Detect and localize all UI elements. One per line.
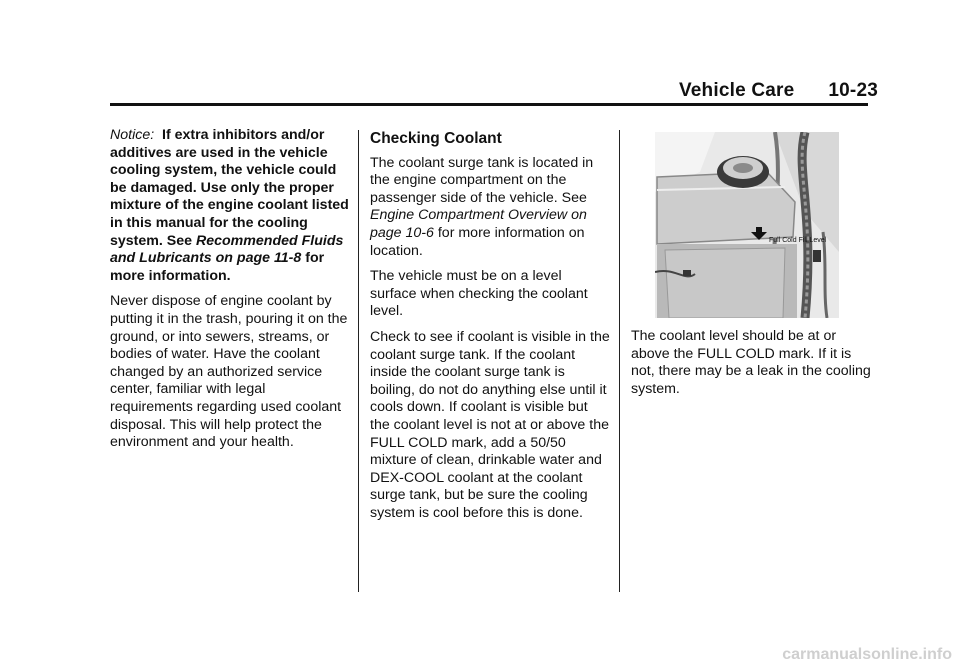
location-text: The coolant surge tank is located in the engine compartment on the passenger side of the vehicle. See xyxy=(370,154,594,206)
location-paragraph xyxy=(370,155,610,261)
full-cold-label: Full Cold Fill Level xyxy=(769,237,827,244)
header-rule xyxy=(110,103,868,106)
section-title: Vehicle Care xyxy=(678,80,795,101)
level-surface-paragraph: The vehicle must be on a level surface when checking the coolant level. xyxy=(370,268,588,320)
notice-text: If extra inhibitors and/or additives are used in the vehicle cooling system, the vehicle could be damaged. Use only the proper mixture of the engine coolant listed in this manual for the cooling system. See xyxy=(110,127,349,249)
watermark: carmanualsonline.info xyxy=(782,646,952,663)
page-number: 10-23 xyxy=(828,80,878,101)
notice-reference-link[interactable]: Recommended Fluids and Lubricants on page 11-8 xyxy=(110,232,344,267)
engine-compartment-link[interactable]: Engine Compartment Overview on page 10-6 xyxy=(370,207,587,241)
column-middle xyxy=(370,130,610,530)
notice-end: for more information. xyxy=(110,250,325,284)
column-divider xyxy=(358,130,359,592)
check-coolant-paragraph: Check to see if coolant is visible in the coolant surge tank. If the coolant inside the coolant surge tank is boiling, do not do anything else until it cools down. If coolant is visible but the coolant level is not at or above the FULL COLD mark, add a 50/50 mixture of clean, drinkable water and DEX-COOL coolant at the coolant surge tank, but be sure the cooling system is cool before this is done. xyxy=(370,328,610,521)
notice-label: Notice: xyxy=(110,127,155,143)
column-right xyxy=(631,132,871,406)
coolant-level-paragraph: The coolant level should be at or above the FULL COLD mark. If it is not, there may be a leak in the cooling system. xyxy=(631,328,871,397)
notice-paragraph xyxy=(110,127,350,285)
disposal-paragraph: Never dispose of engine coolant by putting it in the trash, pouring it on the ground, or into sewers, streams, or bodies of water. Have the coolant changed by an authorized service center, familiar with legal requirements regarding used coolant disposal. This will help protect the environment and your health. xyxy=(110,293,348,451)
location-end: for more information on location. xyxy=(370,224,585,259)
column-left xyxy=(110,127,350,460)
coolant-tank-photo xyxy=(655,132,839,318)
column-divider xyxy=(619,130,620,592)
page-header xyxy=(679,80,878,102)
section-heading: Checking Coolant xyxy=(370,130,502,147)
